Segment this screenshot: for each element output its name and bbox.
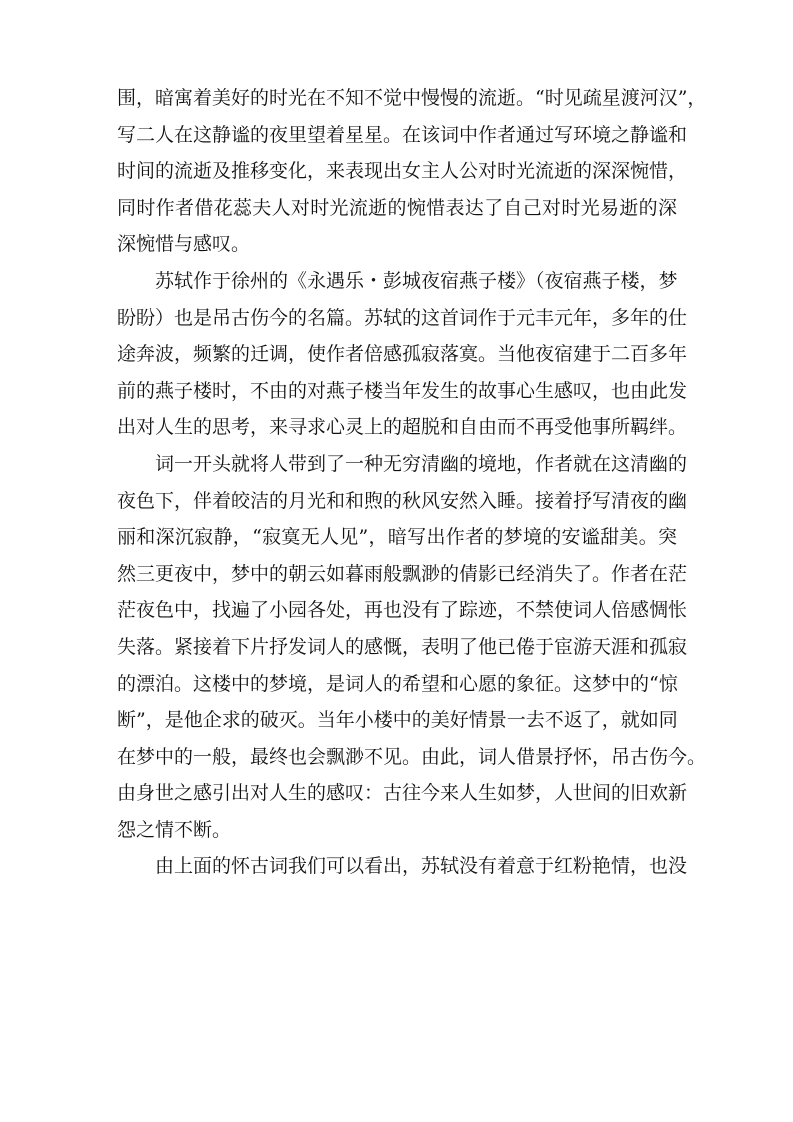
- text-line: 盼盼）也是吊古伤今的名篇。苏轼的这首词作于元丰元年，多年的仕: [117, 306, 688, 329]
- text-line: 茫夜色中，找遍了小园各处，再也没有了踪迹，不禁使词人倍感惆怅: [117, 599, 688, 622]
- text-line: 时间的流逝及推移变化，来表现出女主人公对时光流逝的深深惋惜，: [117, 160, 688, 183]
- text-line: 围，暗寓着美好的时光在不知不觉中慢慢的流逝。“时见疏星渡河汉”，: [117, 87, 707, 109]
- text-line: 丽和深沉寂静，“寂寞无人见”，暗写出作者的梦境的安谧甜美。突: [117, 526, 677, 549]
- text-line: 词一开头就将人带到了一种无穷清幽的境地，作者就在这清幽的: [155, 452, 688, 475]
- paragraph: [117, 446, 707, 849]
- text-line: 在梦中的一般，最终也会飘渺不见。由此，词人借景抒怀，吊古伤今。: [117, 745, 707, 768]
- text-line: 由上面的怀古词我们可以看出，苏轼没有着意于红粉艳情，也没: [155, 855, 688, 878]
- text-line: 深惋惜与感叹。: [117, 233, 251, 256]
- text-line: 写二人在这静谧的夜里望着星星。在该词中作者通过写环境之静谧和: [117, 123, 688, 146]
- text-line: 同时作者借花蕊夫人对时光流逝的惋惜表达了自己对时光易逝的深: [117, 196, 677, 219]
- text-line: 然三更夜中，梦中的朝云如暮雨般飘渺的倩影已经消失了。作者在茫: [117, 562, 688, 585]
- text-line: 怨之情不断。: [117, 818, 232, 841]
- text-line: 由身世之感引出对人生的感叹：古往今来人生如梦，人世间的旧欢新: [117, 782, 688, 805]
- text-line: 出对人生的思考，来寻求心灵上的超脱和自由而不再受他事所羁绊。: [117, 416, 688, 439]
- body-text: [117, 80, 707, 885]
- paragraph: [117, 263, 688, 446]
- text-line: 夜色下，伴着皎洁的月光和和煦的秋风安然入睡。接着抒写清夜的幽: [117, 489, 688, 512]
- text-line: 断”，是他企求的破灭。当年小楼中的美好情景一去不返了，就如同: [117, 709, 678, 732]
- paragraph: [117, 80, 707, 263]
- text-line: 途奔波，频繁的迁调，使作者倍感孤寂落寞。当他夜宿建于二百多年: [117, 343, 688, 366]
- text-line: 的漂泊。这楼中的梦境，是词人的希望和心愿的象征。这梦中的“惊: [117, 672, 678, 695]
- paragraph: [117, 848, 688, 885]
- text-line: 失落。紧接着下片抒发词人的感慨，表明了他已倦于宦游天涯和孤寂: [117, 635, 688, 658]
- text-line: 苏轼作于徐州的《永遇乐・彭城夜宿燕子楼》（夜宿燕子楼，梦: [155, 269, 678, 292]
- text-line: 前的燕子楼时，不由的对燕子楼当年发生的故事心生感叹，也由此发: [117, 379, 688, 402]
